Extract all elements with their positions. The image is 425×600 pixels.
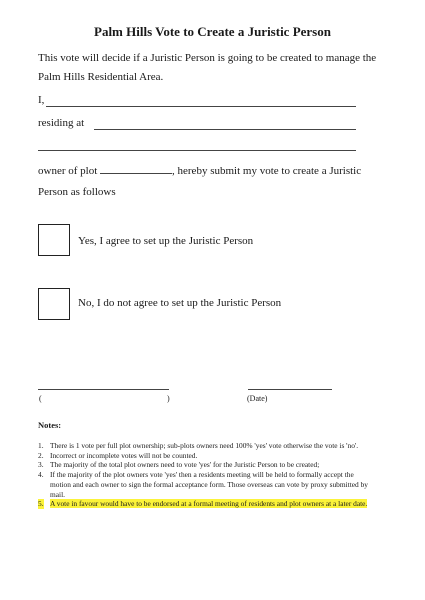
note-text: There is 1 vote per full plot ownership; sub-plots owners need 100% 'yes' vote otherwise the vote is 'no'. [50, 441, 359, 450]
plot-number-field[interactable] [100, 163, 172, 174]
note-number: 2. [38, 450, 44, 460]
residing-label: residing at [38, 117, 85, 129]
note-number: 1. [38, 441, 44, 450]
note-number: 4. [38, 470, 44, 480]
yes-label: Yes, I agree to set up the Juristic Person [78, 235, 254, 247]
notes-list [38, 441, 368, 509]
owner-label: owner of plot [38, 165, 98, 177]
note-number: 5. [38, 499, 44, 509]
note-item [38, 451, 368, 461]
date-line[interactable] [248, 389, 332, 390]
owner-statement [38, 161, 378, 203]
name-prefix: I, [38, 94, 45, 106]
address-field-2[interactable] [38, 150, 356, 151]
note-number: 3. [38, 460, 44, 470]
address-field[interactable] [94, 129, 356, 130]
no-checkbox[interactable] [38, 288, 70, 320]
owner-statement-rest: , hereby submit my vote to create a Juristic Person as follows [38, 165, 362, 198]
signature-close-paren: ) [167, 394, 170, 403]
note-text: The majority of the total plot owners need to vote 'yes' for the Juristic Person to be created; [50, 460, 320, 470]
intro-paragraph: This vote will decide if a Juristic Person is going to be created to manage the Palm Hills Residential Area. [38, 52, 377, 83]
note-text: A vote in favour would have to be endorsed at a formal meeting of residents and plot owners at a later date. [50, 499, 368, 509]
name-line [38, 94, 358, 110]
note-item-highlighted [38, 499, 368, 509]
yes-checkbox[interactable] [38, 224, 70, 256]
signature-line[interactable] [38, 389, 169, 390]
note-text: Incorrect or incomplete votes will not be counted. [50, 450, 198, 460]
name-field[interactable] [46, 106, 356, 107]
signature-open-paren: ( [39, 394, 42, 403]
note-text: If the majority of the plot owners vote 'yes' then a residents meeting will be held to formally accept the motion and each owner to sign the formal acceptance form. Those overseas can vote by proxy submitted by mail. [50, 470, 368, 499]
note-item [38, 470, 368, 499]
note-item [38, 460, 368, 470]
no-label: No, I do not agree to set up the Juristic Person [78, 297, 282, 309]
residing-line [38, 117, 358, 133]
note-item [38, 441, 368, 451]
date-label: (Date) [247, 394, 268, 403]
notes-title: Notes: [38, 420, 62, 430]
address-line-2 [38, 138, 358, 154]
page-title: Palm Hills Vote to Create a Juristic Person [94, 24, 331, 39]
